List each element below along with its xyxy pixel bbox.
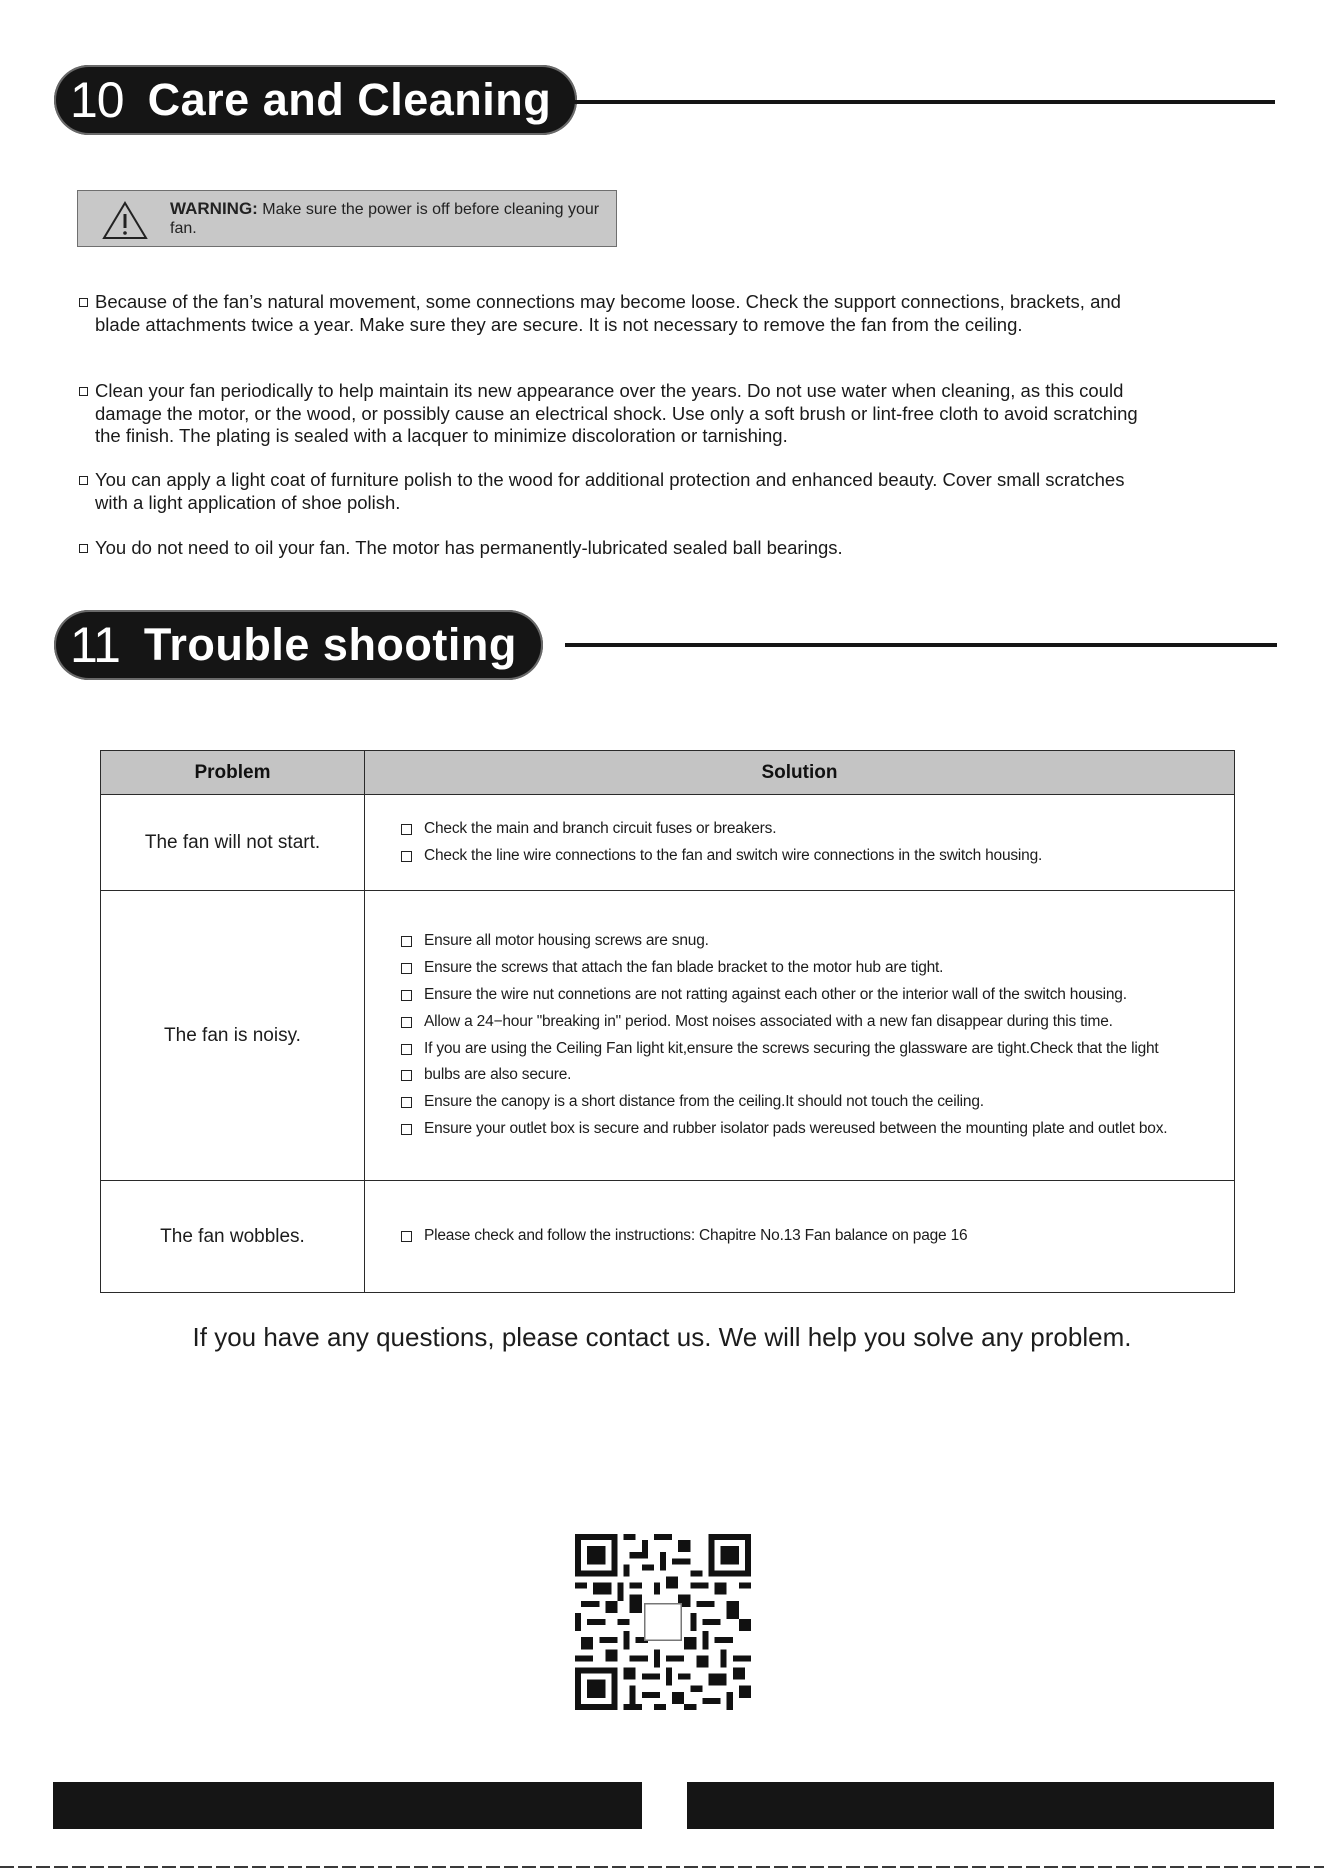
header-solution: Solution [365, 751, 1235, 795]
care-paragraph [78, 291, 1138, 336]
bullet-box-icon [79, 544, 88, 553]
section-11-title: Trouble shooting [143, 619, 517, 670]
checkbox-icon [401, 1070, 412, 1081]
bullet-box-icon [79, 298, 88, 307]
warning-label: WARNING: [170, 199, 258, 218]
solution-item: Check the main and branch circuit fuses or breakers. [401, 816, 1234, 843]
care-paragraph [78, 380, 1138, 448]
qr-code-icon [575, 1534, 751, 1710]
section-11-header [54, 609, 543, 681]
warning-message: Make sure the power is off before cleaning your fan. [170, 201, 600, 237]
section-10-header [54, 64, 577, 136]
solution-item: Check the line wire connections to the fan and switch wire connections in the switch housing. [401, 843, 1234, 870]
warning-triangle-icon [102, 200, 148, 240]
care-paragraph-text: Because of the fan’s natural movement, some connections may become loose. Check the support connections, brackets, and blade attachments twice a year. Make sure they are secure. It is not necessary to remove the fan from the ceiling. [95, 291, 1121, 335]
solution-list [401, 816, 1234, 870]
checkbox-icon [401, 963, 412, 974]
solution-item: Ensure all motor housing screws are snug. [401, 928, 1234, 955]
table-row [101, 795, 1235, 891]
problem-cell: The fan wobbles. [101, 1181, 365, 1293]
solution-item: Ensure your outlet box is secure and rubber isolator pads wereused between the mounting plate and outlet box. [401, 1116, 1234, 1143]
problem-cell: The fan will not start. [101, 795, 365, 891]
bullet-box-icon [79, 387, 88, 396]
checkbox-icon [401, 1231, 412, 1242]
contact-message: If you have any questions, please contact us. We will help you solve any problem. [192, 1322, 1132, 1352]
bottom-dashed-line [0, 1866, 1324, 1868]
solution-cell [365, 891, 1235, 1181]
checkbox-icon [401, 936, 412, 947]
care-paragraph [78, 469, 1138, 514]
care-paragraph-text: You do not need to oil your fan. The motor has permanently-lubricated sealed ball bearings. [95, 537, 843, 558]
table-row [101, 1181, 1235, 1293]
problem-cell: The fan is noisy. [101, 891, 365, 1181]
solution-item: Allow a 24−hour "breaking in" period. Most noises associated with a new fan disappear during this time. [401, 1009, 1234, 1036]
solution-list [401, 928, 1234, 1142]
solution-list [401, 1223, 1234, 1250]
section-11-pill [54, 610, 543, 680]
checkbox-icon [401, 990, 412, 1001]
checkbox-icon [401, 1097, 412, 1108]
checkbox-icon [401, 1124, 412, 1135]
checkbox-icon [401, 851, 412, 862]
bullet-box-icon [79, 476, 88, 485]
solution-item: Please check and follow the instructions: Chapitre No.13 Fan balance on page 16 [401, 1223, 1234, 1250]
footer-bar-left [53, 1782, 642, 1829]
solution-item: bulbs are also secure. [401, 1062, 1234, 1089]
warning-box [77, 190, 617, 247]
care-paragraph [78, 537, 1138, 560]
solution-item: Ensure the canopy is a short distance from the ceiling.It should not touch the ceiling. [401, 1089, 1234, 1116]
solution-cell [365, 795, 1235, 891]
care-paragraph-text: Clean your fan periodically to help maintain its new appearance over the years. Do not use water when cleaning, as this could damage the motor, or the wood, or possibly cause an electrical shock. Use only a soft brush or lint-free cloth to avoid scratching the finish. The plating is sealed with a lacquer to minimize discoloration or tarnishing. [95, 380, 1138, 446]
header-problem: Problem [101, 751, 365, 795]
section-11-rule [565, 643, 1277, 647]
solution-item: If you are using the Ceiling Fan light kit,ensure the screws securing the glassware are tight.Check that the light [401, 1036, 1234, 1063]
table-header-row [101, 751, 1235, 795]
warning-text-block [170, 199, 610, 238]
checkbox-icon [401, 824, 412, 835]
table-row [101, 891, 1235, 1181]
checkbox-icon [401, 1044, 412, 1055]
solution-item: Ensure the screws that attach the fan blade bracket to the motor hub are tight. [401, 955, 1234, 982]
troubleshooting-table [100, 750, 1235, 1293]
section-10-rule [565, 100, 1275, 104]
checkbox-icon [401, 1017, 412, 1028]
care-paragraph-text: You can apply a light coat of furniture polish to the wood for additional protection and enhanced beauty. Cover small scratches with a light application of shoe polish. [95, 469, 1125, 513]
solution-cell [365, 1181, 1235, 1293]
section-10-pill [54, 65, 577, 135]
footer-bar-right [687, 1782, 1274, 1829]
section-10-number: 10 [70, 72, 124, 128]
section-11-number: 11 [70, 617, 120, 673]
section-10-title: Care and Cleaning [147, 74, 552, 125]
solution-item: Ensure the wire nut connetions are not ratting against each other or the interior wall of the switch housing. [401, 982, 1234, 1009]
